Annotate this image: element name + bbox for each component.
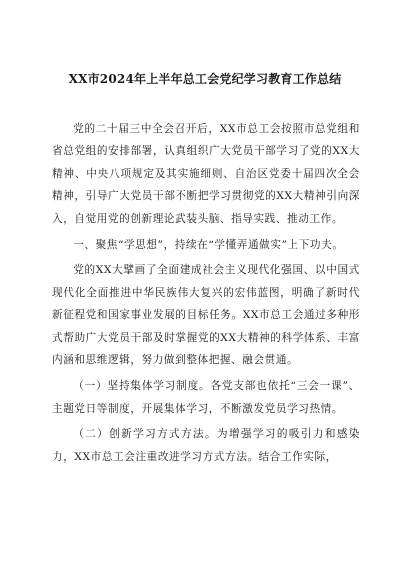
document-body <box>52 118 360 472</box>
paragraph-section-1: 党的XX大擘画了全面建成社会主义现代化强国、以中国式现代化全面推进中华民族伟大复兴的宏伟蓝图，明确了新时代新征程党和国家事业发展的目标任务。XX市总工会通过多种形式帮助广大党员干部及时掌握党的XX大精神的科学体系、丰富内涵和思维逻辑，努力做到整体把握、融会贯通。 <box>52 264 360 367</box>
section-heading-1: 一、聚焦“学思想”，持续在“学懂弄通做实”上下功夫。 <box>73 239 344 252</box>
paragraph-intro: 党的二十届三中全会召开后，XX市总工会按照市总党组和省总党组的安排部署，认真组织广大党员干部学习了党的XX大精神、中央八项规定及其实施细则、自治区党委十届四次全会精神，引导广大党员干部不断把学习贯彻党的XX大精神引向深入，自觉用党的创新理论武装头脑、指导实践、推动工作。 <box>52 123 360 225</box>
subsection-1: （一）坚持集体学习制度。各党支部也依托“三会一课”、主题党日等制度，开展集体学习，不断激发党员学习热情。 <box>52 380 360 415</box>
document-title: XX市2024年上半年总工会党纪学习教育工作总结 <box>68 72 342 86</box>
subsection-2: （二）创新学习方式方法。为增强学习的吸引力和感染力，XX市总工会注重改进学习方式方法。结合工作实际， <box>52 428 360 463</box>
